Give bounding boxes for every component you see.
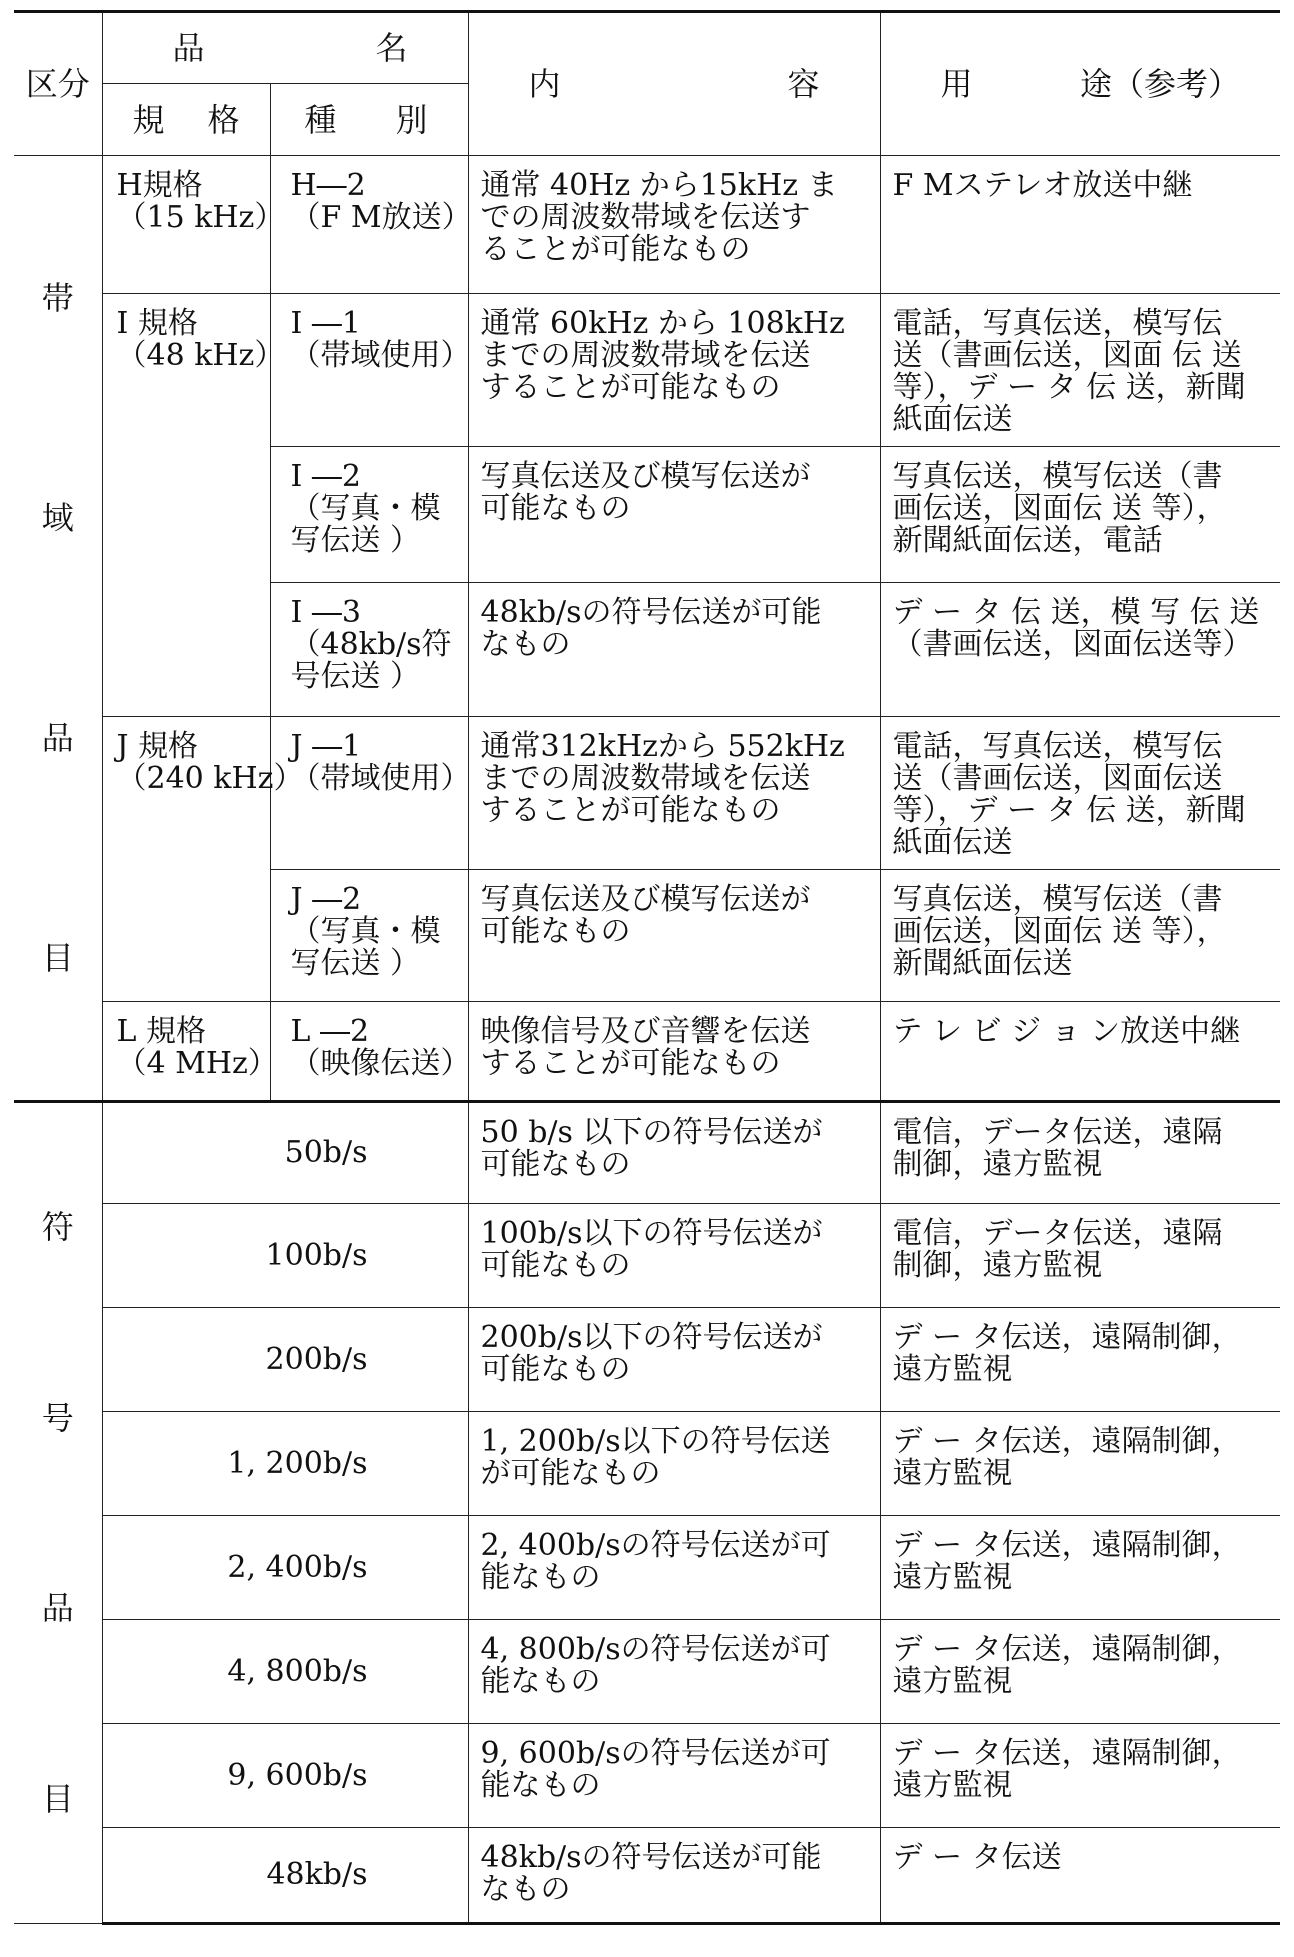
- category-char: 帯: [41, 279, 74, 317]
- text-line: デ ー タ伝送，遠隔制御，: [892, 1320, 1242, 1355]
- header-hinmei-char-1: 品: [172, 29, 205, 67]
- table-row: [14, 1516, 1280, 1620]
- header-naiyo: [468, 12, 880, 156]
- text-line: 新聞紙面伝送，電話: [892, 523, 1163, 558]
- text-line: 通常 40Hz から15kHz ま: [480, 168, 838, 203]
- text-line: I 規格: [116, 306, 198, 341]
- text-line: ることが可能なもの: [480, 232, 751, 267]
- use-cell: [880, 156, 1280, 294]
- use-cell: [880, 1412, 1280, 1516]
- table-row: [14, 717, 1280, 870]
- text-line: 50 b/s 以下の符号伝送が: [480, 1115, 823, 1150]
- header-kikaku-char-2: 格: [207, 100, 240, 139]
- content-cell: [468, 1102, 880, 1204]
- header-hinmei: [102, 12, 468, 84]
- standard-cell: [102, 294, 285, 717]
- content-cell: [468, 870, 880, 1002]
- content-cell: [468, 294, 880, 447]
- category-char: 域: [41, 499, 74, 537]
- text-line: （48 kHz）: [116, 338, 285, 373]
- kind-cell: [270, 1002, 471, 1102]
- use-cell: [880, 1620, 1280, 1724]
- category-char: 品: [41, 719, 74, 757]
- code-rate-label: 4, 800b/s: [227, 1653, 368, 1689]
- text-line: （F M放送）: [290, 200, 472, 235]
- text-line: 電話，写真伝送，模写伝: [892, 729, 1223, 764]
- code-rate-cell: [102, 1412, 468, 1516]
- text-line: （写真・模: [290, 914, 441, 949]
- text-line: までの周波数帯域を伝送: [480, 761, 811, 796]
- category-char: 目: [41, 1779, 74, 1818]
- text-line: 2, 400b/sの符号伝送が可: [480, 1528, 831, 1563]
- text-line: 等），デ ー タ 伝 送，新聞: [892, 793, 1246, 828]
- standard-cell: [102, 156, 285, 294]
- text-line: H規格: [116, 168, 203, 203]
- text-line: での周波数帯域を伝送す: [480, 200, 811, 235]
- content-cell: [468, 1828, 880, 1924]
- standard-cell: [102, 717, 304, 1002]
- text-line: テ レ ビ ジ ョ ン放送中継: [892, 1014, 1241, 1049]
- table-row: [14, 1412, 1280, 1516]
- header-shubetsu-char-1: 種: [304, 100, 337, 139]
- use-cell: [880, 583, 1280, 717]
- header-kubun: [14, 12, 102, 156]
- text-line: 遠方監視: [892, 1768, 1013, 1803]
- content-cell: [468, 1620, 880, 1724]
- text-line: することが可能なもの: [480, 370, 781, 405]
- use-cell: [880, 1724, 1280, 1828]
- text-line: 能なもの: [480, 1768, 601, 1803]
- content-cell: [468, 1724, 880, 1828]
- text-line: F Mステレオ放送中継: [892, 168, 1193, 203]
- header-shubetsu-char-2: 別: [395, 100, 428, 139]
- text-line: 1, 200b/s以下の符号伝送: [480, 1424, 831, 1459]
- text-line: 可能なもの: [480, 914, 631, 949]
- text-line: 新聞紙面伝送: [892, 946, 1073, 981]
- text-line: デ ー タ伝送，遠隔制御，: [892, 1632, 1242, 1667]
- text-line: 写伝送 ）: [290, 946, 421, 981]
- code-rate-cell: [102, 1308, 468, 1412]
- text-line: （写真・模: [290, 491, 441, 526]
- text-line: が可能なもの: [480, 1456, 661, 1491]
- text-line: 紙面伝送: [892, 825, 1013, 860]
- header-yoto-char-2: 途（参考）: [1079, 65, 1240, 103]
- table-row: [14, 1102, 1280, 1204]
- text-line: 写真伝送及び模写伝送が: [480, 882, 811, 917]
- code-rate-cell: [102, 1828, 468, 1924]
- text-line: J ―1: [290, 729, 362, 764]
- content-cell: [468, 583, 880, 717]
- kind-cell: [270, 447, 468, 583]
- standard-cell: [102, 1002, 278, 1102]
- text-line: 写真伝送，模写伝送（書: [892, 459, 1223, 494]
- content-cell: [468, 156, 880, 294]
- text-line: （書画伝送，図面伝送等）: [892, 627, 1253, 662]
- text-line: 48kb/sの符号伝送が可能: [480, 595, 822, 630]
- content-cell: [468, 447, 880, 583]
- content-cell: [468, 1412, 880, 1516]
- text-line: することが可能なもの: [480, 1046, 781, 1081]
- text-line: デ ー タ伝送，遠隔制御，: [892, 1424, 1242, 1459]
- text-line: 可能なもの: [480, 1352, 631, 1387]
- category-char: 目: [41, 939, 74, 977]
- text-line: 可能なもの: [480, 1147, 631, 1182]
- category-code-items: [14, 1102, 102, 1924]
- code-rate-label: 48kb/s: [266, 1857, 368, 1892]
- category-char: 品: [41, 1589, 74, 1628]
- table-row: [14, 1204, 1280, 1308]
- text-line: デ ー タ伝送，遠隔制御，: [892, 1736, 1242, 1771]
- header-hinmei-char-2: 名: [375, 29, 408, 67]
- text-line: （映像伝送）: [290, 1046, 471, 1081]
- text-line: 電信，データ伝送，遠隔: [892, 1216, 1223, 1251]
- text-line: 48kb/sの符号伝送が可能: [480, 1840, 822, 1875]
- text-line: 9, 600b/sの符号伝送が可: [480, 1736, 831, 1771]
- code-rate-label: 2, 400b/s: [227, 1549, 368, 1585]
- kind-cell: [270, 717, 471, 870]
- use-cell: [880, 1516, 1280, 1620]
- text-line: （帯域使用）: [290, 761, 471, 796]
- text-line: 遠方監視: [892, 1352, 1013, 1387]
- code-rate-cell: [102, 1102, 468, 1204]
- use-cell: [880, 1204, 1280, 1308]
- text-line: 紙面伝送: [892, 402, 1013, 437]
- table-row: [14, 156, 1280, 294]
- kind-cell: [270, 156, 472, 294]
- table-row: [14, 1620, 1280, 1724]
- text-line: I ―3: [290, 595, 361, 630]
- text-line: 電話，写真伝送，模写伝: [892, 306, 1223, 341]
- text-line: 可能なもの: [480, 491, 631, 526]
- text-line: 制御，遠方監視: [892, 1147, 1103, 1182]
- text-line: 可能なもの: [480, 1248, 631, 1283]
- text-line: 等），デ ー タ 伝 送，新聞: [892, 370, 1246, 405]
- code-rate-label: 9, 600b/s: [227, 1757, 368, 1793]
- text-line: （帯域使用）: [290, 338, 471, 373]
- code-rate-label: 1, 200b/s: [227, 1445, 368, 1481]
- text-line: 遠方監視: [892, 1664, 1013, 1699]
- use-cell: [880, 294, 1280, 447]
- text-line: 遠方監視: [892, 1456, 1013, 1491]
- use-cell: [880, 870, 1280, 1002]
- text-line: 制御，遠方監視: [892, 1248, 1103, 1283]
- use-cell: [880, 1828, 1280, 1924]
- content-cell: [468, 717, 880, 870]
- text-line: なもの: [480, 1872, 571, 1907]
- code-rate-label: 200b/s: [265, 1341, 368, 1377]
- text-line: 電信，データ伝送，遠隔: [892, 1115, 1223, 1150]
- use-cell: [880, 447, 1280, 583]
- table-row: [14, 1002, 1280, 1102]
- category-char: 符: [41, 1208, 74, 1247]
- text-line: I ―1: [290, 306, 361, 341]
- text-line: （15 kHz）: [116, 200, 285, 235]
- text-line: （4 MHz）: [116, 1046, 278, 1081]
- text-line: 4, 800b/sの符号伝送が可: [480, 1632, 831, 1667]
- code-rate-cell: [102, 1204, 468, 1308]
- table-row: [14, 1828, 1280, 1924]
- text-line: （48kb/s符: [290, 627, 452, 662]
- text-line: なもの: [480, 627, 571, 662]
- header-kikaku: [102, 84, 270, 156]
- table-row: [14, 1308, 1280, 1412]
- code-rate-label: 50b/s: [284, 1135, 368, 1170]
- content-cell: [468, 1516, 880, 1620]
- use-cell: [880, 717, 1280, 870]
- table-row: [14, 1724, 1280, 1828]
- use-cell: [880, 1102, 1280, 1204]
- text-line: 送（書画伝送，図面伝送: [892, 761, 1223, 796]
- text-line: H―2: [290, 168, 366, 203]
- text-line: L 規格: [116, 1014, 206, 1049]
- text-line: デ ー タ 伝 送，模 写 伝 送: [892, 595, 1260, 630]
- header-yoto: [880, 12, 1280, 156]
- document-sheet: [14, 10, 1280, 1925]
- header-shubetsu: [270, 84, 468, 156]
- header-naiyo-char-2: 容: [787, 65, 820, 103]
- category-char: 号: [41, 1398, 74, 1437]
- table-row: [14, 294, 1280, 447]
- text-line: 遠方監視: [892, 1560, 1013, 1595]
- text-line: 画伝送，図面伝 送 等），: [892, 914, 1227, 949]
- text-line: 画伝送，図面伝 送 等），: [892, 491, 1227, 526]
- text-line: までの周波数帯域を伝送: [480, 338, 811, 373]
- text-line: 送（書画伝送，図面 伝 送: [892, 338, 1242, 373]
- text-line: 200b/s以下の符号伝送が: [480, 1320, 823, 1355]
- text-line: J 規格: [116, 729, 199, 764]
- content-cell: [468, 1308, 880, 1412]
- kind-cell: [270, 294, 471, 447]
- code-rate-cell: [102, 1724, 468, 1828]
- text-line: 能なもの: [480, 1664, 601, 1699]
- category-band-items: [14, 156, 102, 1102]
- code-rate-label: 100b/s: [265, 1237, 368, 1273]
- text-line: 写真伝送，模写伝送（書: [892, 882, 1223, 917]
- text-line: 写伝送 ）: [290, 523, 421, 558]
- text-line: 通常 60kHz から 108kHz: [480, 306, 845, 341]
- content-cell: [468, 1002, 880, 1102]
- service-items-table: [14, 10, 1280, 1925]
- content-cell: [468, 1204, 880, 1308]
- text-line: 号伝送 ）: [290, 659, 421, 694]
- text-line: L ―2: [290, 1014, 370, 1049]
- text-line: 通常312kHzから 552kHz: [480, 729, 845, 764]
- text-line: （240 kHz）: [116, 761, 304, 796]
- text-line: デ ー タ伝送: [892, 1840, 1062, 1875]
- text-line: 映像信号及び音響を伝送: [480, 1014, 811, 1049]
- use-cell: [880, 1308, 1280, 1412]
- kind-cell: [270, 583, 468, 717]
- header-naiyo-char-1: 内: [528, 65, 561, 103]
- text-line: J ―2: [290, 882, 362, 917]
- header-yoto-char-1: 用: [940, 65, 973, 103]
- use-cell: [880, 1002, 1280, 1102]
- text-line: 能なもの: [480, 1560, 601, 1595]
- text-line: デ ー タ伝送，遠隔制御，: [892, 1528, 1242, 1563]
- code-rate-cell: [102, 1620, 468, 1724]
- text-line: I ―2: [290, 459, 361, 494]
- code-rate-cell: [102, 1516, 468, 1620]
- text-line: 100b/s以下の符号伝送が: [480, 1216, 823, 1251]
- header-kubun-label: 区分: [25, 65, 90, 103]
- kind-cell: [270, 870, 468, 1002]
- text-line: 写真伝送及び模写伝送が: [480, 459, 811, 494]
- text-line: することが可能なもの: [480, 793, 781, 828]
- header-kikaku-char-1: 規: [132, 100, 165, 139]
